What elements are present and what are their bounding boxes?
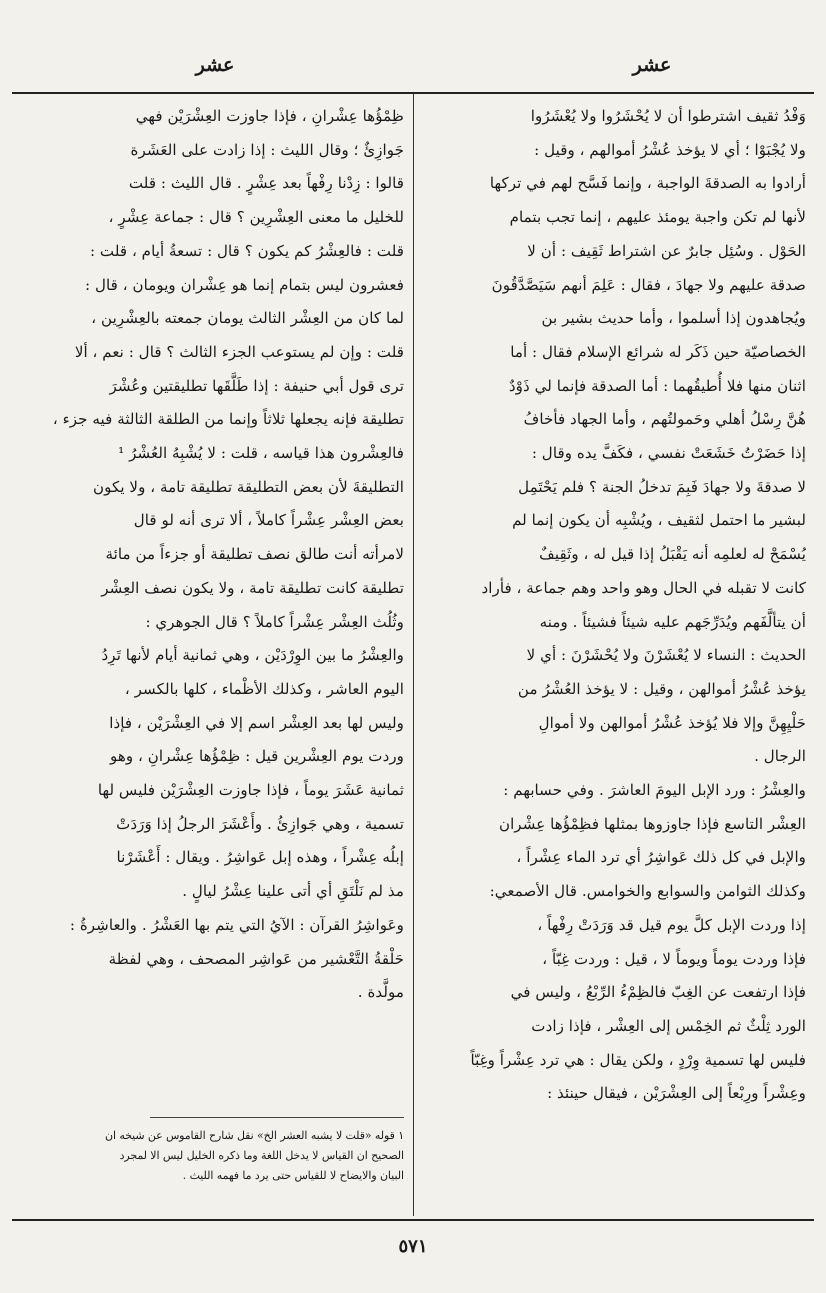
right-column: [426, 100, 806, 1216]
text-line: والعِشْرُ : ورد الإبل اليومَ العاشرَ . وفي حسابهم :: [503, 781, 806, 800]
text-line: فالعِشْرون هذا قياسه ، قلت : لا يُشْبِهُ العُشْرُ ¹: [118, 444, 404, 463]
text-line: ولا يُجْبَوْا ؛ أي لا يؤخذ عُشْرُ أموالهم ، وقيل :: [534, 140, 806, 159]
text-line: فإذا وردت يوماً ويوماً لا ، قيل : وردت غِبّاً ،: [542, 949, 806, 968]
footer-rule: [12, 1219, 814, 1221]
text-line: وعِشْراً ورِبْعاً إلى العِشْرَيْن ، فيقال حينئذ :: [547, 1084, 806, 1103]
text-line: الحَوْل . وسُئِل جابرٌ عن اشتراط ثَقِيف : أن لا: [527, 241, 806, 260]
text-line: تسمية ، وهي جَوازِئُ . وأَعْشَرَ الرجلُ إذا وَرَدَتْ: [116, 814, 404, 833]
text-line: فعشرون ليس بتمام إنما هو عِشْران ويومان ، قال :: [85, 275, 404, 294]
text-line: مولَّدة .: [357, 983, 404, 1002]
text-line: وردت يوم العِشْرين قيل : ظِمْؤُها عِشْرانِ ، وهو: [110, 747, 404, 766]
text-line: قلت : وإن لم يستوعب الجزء الثالث ؟ قال : نعم ، ألا: [74, 342, 404, 361]
footnote-line: ١ قوله «قلت لا يشبه العشر الخ» نقل شارح القاموس عن شيخه ان: [105, 1129, 404, 1142]
page-number: ٥٧١: [398, 1236, 428, 1257]
text-line: مذ لم نَلْتَقِ أي أتى علينا عِشْرُ ليالٍ .: [182, 882, 404, 901]
text-line: أن يتألَّفَهم ويُدَرِّجَهم عليه شيئاً فشيئاً . ومنه: [539, 612, 806, 631]
footnote-line: البيان والايضاح لا للقياس حتى يرد ما فهمه الليث .: [182, 1169, 404, 1182]
text-line: يُسْمَحْ له لعلمِه أنه يَقْبَلُ إذا قيل له ، وثَقِيفٌ: [539, 545, 806, 564]
left-column: [14, 100, 404, 1120]
text-line: للخليل ما معنى العِشْرِين ؟ قال : جماعة عِشْرٍ ،: [108, 208, 404, 227]
footnote: [14, 1126, 404, 1186]
text-line: فإذا ارتفعت عن الغِبّ فالظِمْءُ الرِّبْعُ ، وليس في: [510, 983, 806, 1002]
text-line: لا صدقةَ ولا جهادَ فَبِمَ تدخلُ الجنة ؟ فلم يَحْتَمِل: [518, 477, 806, 496]
text-line: تطليقة كانت تطليقة تامة ، ولا يكون نصف العِشْر: [101, 578, 404, 597]
text-line: جَوازِئٌ ؛ وقال الليث : إذا زادت على العَشَرة: [130, 140, 404, 159]
text-line: والإبل في كل ذلك عَواشِرُ أي ترد الماء عِشْراً ،: [516, 848, 806, 867]
text-line: هُنَّ رِسْلُ أهلي وحَمولتُهم ، وأما الجهاد فأخافُ: [523, 410, 806, 429]
text-line: فليس لها تسمية وِرْدٍ ، ولكن يقال : هي ترد عِشْراً وغِبّاً: [470, 1050, 806, 1069]
text-line: الرجال .: [754, 747, 806, 766]
column-divider: [413, 94, 414, 1216]
text-line: لما كان من العِشْر الثالث يومان جمعته بالعِشْرِين ،: [91, 309, 404, 328]
text-line: لأنها لم تكن واجبة يومئذ عليهم ، إنما تجب بتمام: [509, 208, 806, 227]
text-line: اثنان منها فلا أُطيقُهما : أما الصدقة فإنما لي ذَوْدٌ: [508, 376, 806, 395]
text-line: ويُجاهدون إذا أسلموا ، وأما حديث بشير بن: [541, 309, 806, 328]
text-line: ثمانية عَشَرَ يوماً ، فإذا جاوزت العِشْرَيْن فليس لها: [97, 781, 404, 800]
text-line: وعَواشِرُ القرآن : الآيُ التي يتم بها العَشْرُ . والعاشِرةُ :: [69, 915, 404, 934]
text-line: التطليقةَ لأن بعض التطليقة تطليقة تامة ، ولا يكون: [92, 477, 404, 496]
text-line: وَفْدُ ثقيف اشترطوا أن لا يُحْشَرُوا ولا يُعْشَرُوا: [530, 107, 806, 125]
text-line: لامرأته أنت طالق نصف تطليقة أو جزءاً من مائة: [105, 545, 404, 564]
text-line: وثُلُث العِشْر عِشْراً كاملاً ؟ قال الجوهري :: [145, 612, 404, 631]
text-line: لبشير ما احتمل لثقيف ، ويُشْبِه أن يكون إنما لم: [512, 511, 806, 530]
footnote-line: الصحيح ان القياس لا يدخل اللغة وما ذكره الخليل ليس الا لمجرد: [119, 1149, 404, 1162]
text-line: قلت : فالعِشْرُ كم يكون ؟ قال : تسعةُ أيام ، قلت :: [89, 241, 404, 260]
running-header-right: عشر: [632, 54, 672, 76]
text-line: صدقة عليهم ولا جهادَ ، فقال : عَلِمَ أنهم سَيَصَّدَّقُونَ: [491, 275, 806, 294]
text-line: العِشْر التاسع فإذا جاوزوها بمثلها فظِمْؤُها عِشْران: [498, 814, 806, 833]
text-line: حَلْيِهِنَّ وإلا فلا يُؤخذ عُشْرُ أموالهن ولا أموالِ: [538, 713, 806, 732]
text-line: حَلْقةُ التَّعْشير من عَواشِر المصحف ، وهي لفظة: [108, 949, 404, 968]
text-line: إذا حَضَرْتُ خَشَعَتْ نفسي ، فكَفَّ يده وقال :: [531, 444, 806, 463]
text-line: يؤخذ عُشْرُ أموالهن ، وقيل : لا يؤخذ العُشْرُ من: [517, 679, 806, 698]
text-line: الحديث : النساء لا يُعْشَرْنَ ولا يُحْشَرْنَ : أي لا: [526, 646, 806, 665]
text-line: الخصاصيّة حين ذَكَر له شرائع الإسلام فقال : أما: [510, 342, 806, 361]
text-line: إذا وردت الإبل كلَّ يوم قيل قد وَرَدَتْ رِفْهاً ،: [537, 915, 806, 934]
text-line: وليس لها بعد العِشْر اسم إلا في العِشْرَيْن ، فإذا: [109, 713, 404, 732]
text-line: قالوا : زِدْنا رِفْهاً بعد عِشْرٍ . قال الليث : قلت: [128, 174, 404, 193]
text-line: اليوم العاشر ، وكذلك الأظْماء ، كلها بالكسر ،: [124, 679, 404, 698]
text-line: ظِمْؤُها عِشْرانِ ، فإذا جاوزت العِشْرَيْن فهي: [135, 107, 404, 125]
text-line: أرادوا به الصدقةَ الواجبة ، وإنما فَسَّح لهم في تركها: [489, 174, 806, 193]
text-line: إبلُه عِشْراً ، وهذه إبل عَواشِرُ . ويقال : أَعْشَرْنا: [116, 848, 404, 867]
text-line: الورد ثِلْثٌ ثم الخِمْس إلى العِشْر ، فإذا زادت: [531, 1016, 806, 1035]
text-line: كانت لا تقبله في الحال وهو واحد وهم جماعة ، فأراد: [481, 578, 806, 597]
text-line: والعِشْرُ ما بين الوِرْدَيْن ، وهي ثمانية أيام لأنها تَرِدُ: [101, 646, 404, 665]
text-line: بعض العِشْر عِشْراً كاملاً ، ألا ترى أنه لو قال: [133, 511, 404, 530]
footnote-rule: [150, 1117, 404, 1118]
running-header-left: عشر: [195, 54, 235, 76]
text-line: وكذلك الثوامن والسوابع والخوامس. قال الأصمعي:: [489, 882, 806, 901]
text-line: تطليقة فإنه يجعلها ثلاثاً وإنما من الطلقة الثالثة فيه جزء ،: [52, 410, 404, 429]
text-line: ترى قول أبي حنيفة : إذا طَلَّقَها تطليقتين وعُشْرَ: [109, 376, 404, 395]
